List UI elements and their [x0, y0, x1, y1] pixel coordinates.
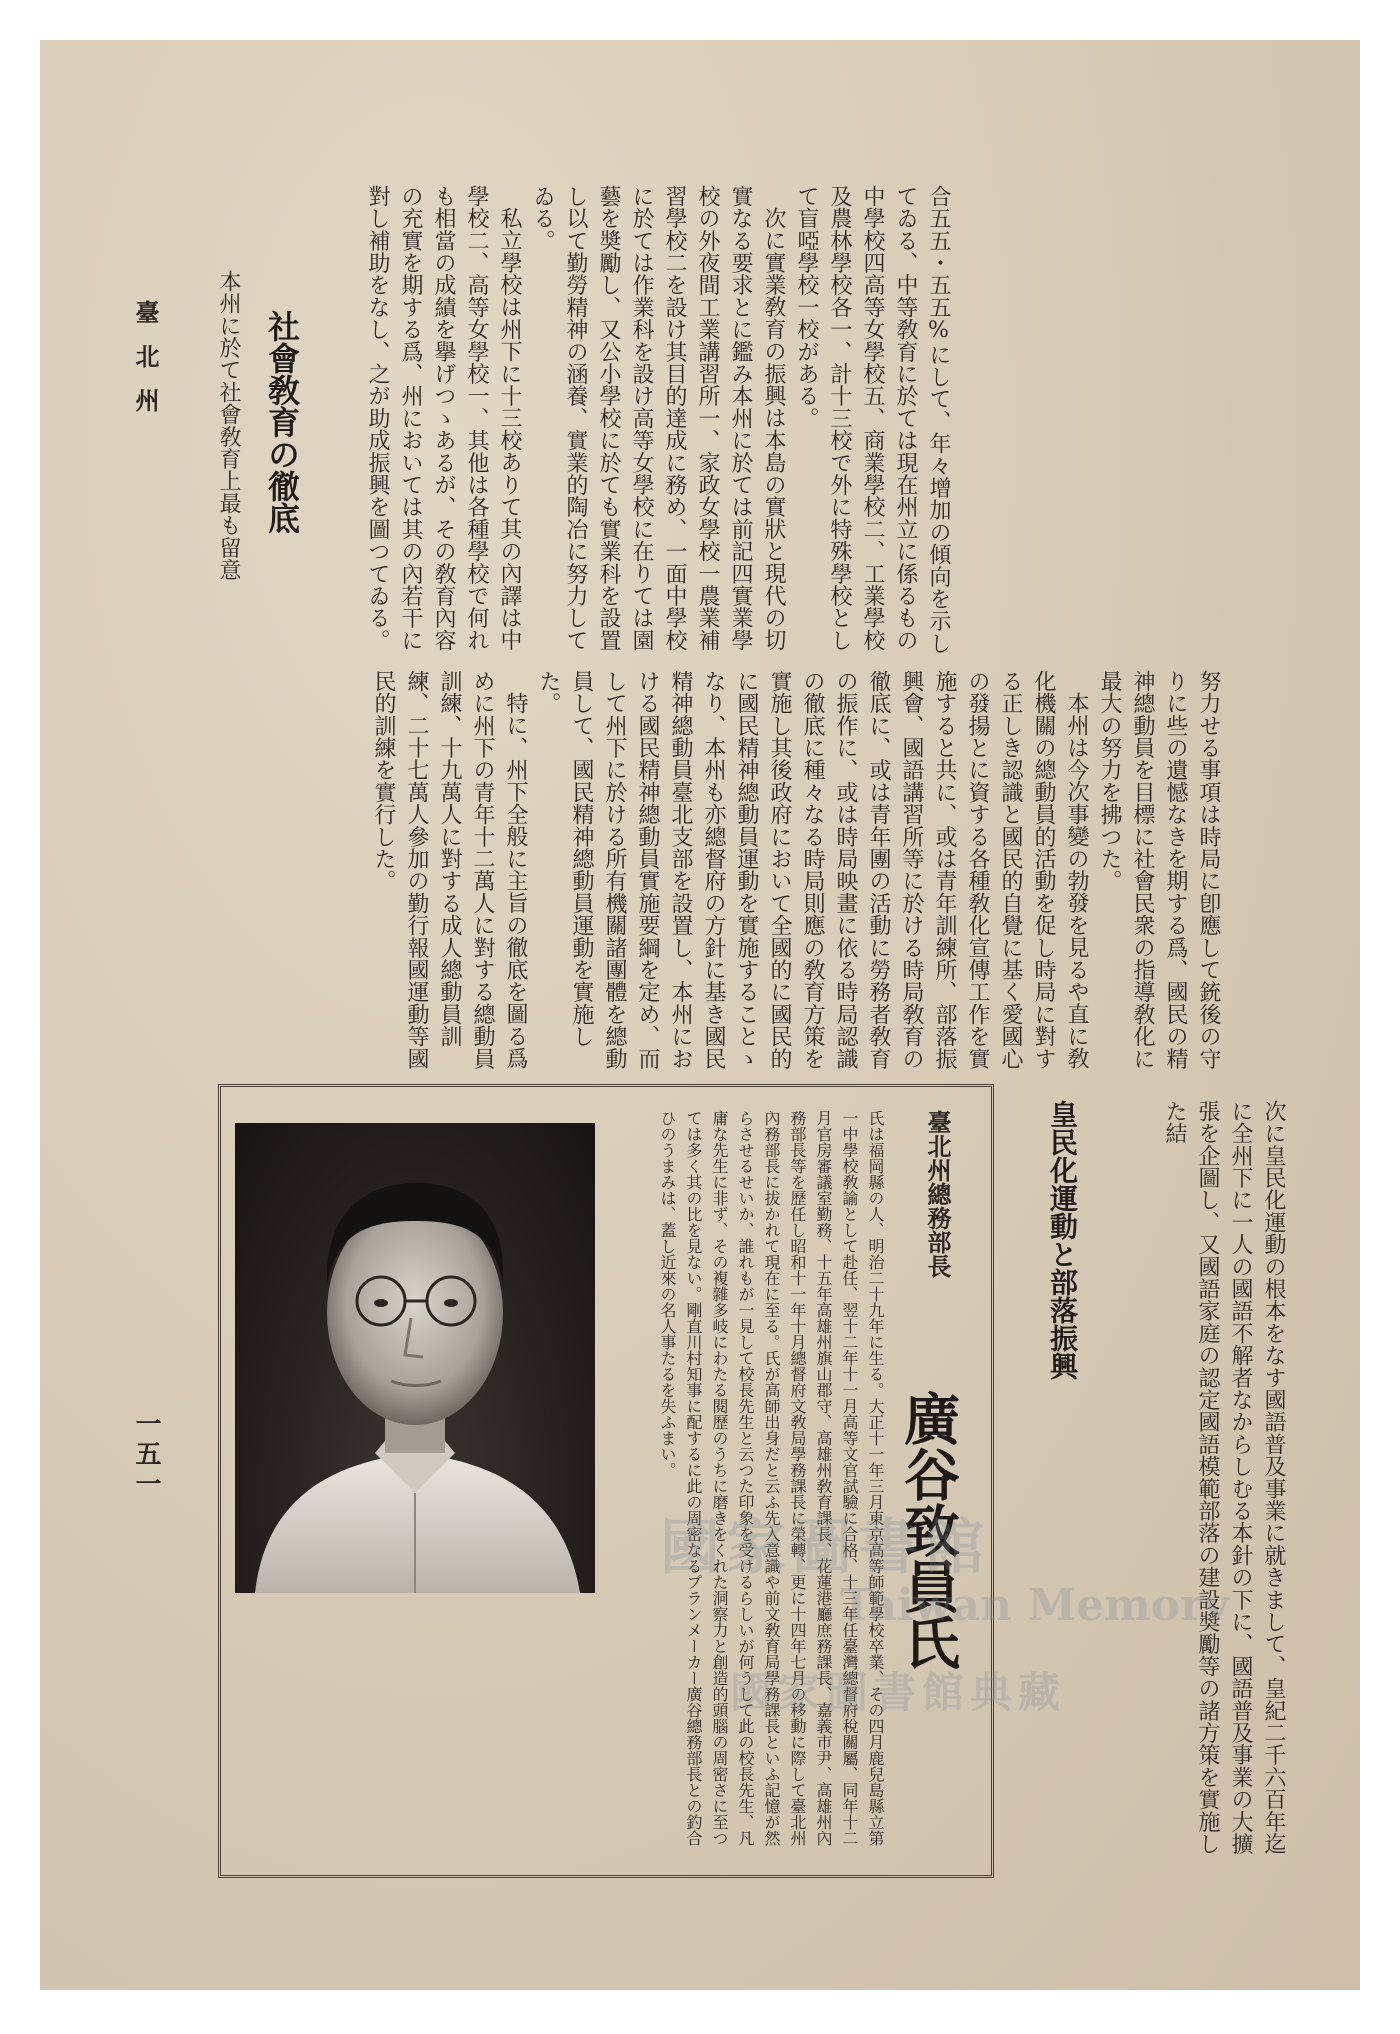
watermark-text: 國家圖書館典藏	[730, 1668, 1067, 1717]
upper-paragraph: 私立學校は州下に十三校ありて其の內譯は中學校二、高等女學校一、其他は各種學校で何れも相當の成績を擧げつゝあるが、その敎育內容の充實を期する爲、州においては其の內若干に對し補助をなし、之が助成振興を圖つてゐる。	[365, 185, 522, 652]
profile-bio: 氏は福岡縣の人、明治二十九年に生る。大正十一年三月東京高等師範學校卒業、その四月鹿兒島縣立第一中學校敎諭として赴任、翌十二年十一月高等文官試驗に合格、十三年任臺灣總督府稅關屬、同年十二月官房審議室勤務、十五年高雄州旗山郡守、高雄州敎育課長、花蓮港廳庶務課長、嘉義市尹、高雄州內務部長等を歷任し昭和十一年十月總督府文敎局學務課長に榮轉、更に十四年七月の移動に際して臺北州內務部長に拔かれて現在に至る。氏が高師出身だと云ふ先入意識や前文敎育局學務課長といふ記憶が然らさせるせいか、誰れもが一見して校長先生と云つた印象を受けるらしいが何うして此の校長先生、凡庸な先生に非ず、その複雜多岐にわたる閱歷のうちに磨きをくれた洞察力と創造的頭腦の周密さに至つては多く其の比を見ない。剛直川村知事に配するに此の周密なるプランメーカー廣谷總務部長との釣合ひのうまみは、蓋し近來の名人事たるを失ふまい。	[658, 1110, 885, 1846]
portrait-photo	[235, 1123, 595, 1593]
watermark-text: 國家圖書館	[660, 1513, 990, 1583]
watermark-text: Taiwan Memory	[840, 1580, 1229, 1631]
lower-paragraph: 努力せる事項は時局に卽應して銃後の守りに些の遺憾なきを期する爲、國民の精神總動員を目標に社會民衆の指導敎化に最大の努力を拂つた。	[1097, 670, 1221, 1070]
portrait-image	[235, 1123, 595, 1593]
lower-after-heading: 次に皇民化運動の根本をなす國語普及事業に就きまして、皇紀二千六百年迄に全州下に一人の國語不解者なからしむる本針の下に、國語普及事業の大擴張を企圖し、又國語家庭の認定國語模範部落の建設奬勵等の諸方策を實施した結	[1162, 1100, 1286, 1855]
profile-name: 廣谷致員氏	[895, 1390, 961, 1670]
upper-paragraph: 合五五・五五%にして、年々增加の傾向を示してゐる、中等敎育に於ては現在州立に係るもの中學校四高等女學校五、商業學校二、工業學校及農林學校各一、計十三校で外に特殊學校として盲啞學校一校がある。	[794, 185, 951, 655]
running-head: 臺北州	[131, 300, 160, 432]
lower-text-block	[215, 670, 1225, 1090]
upper-text-block	[315, 185, 955, 655]
section-heading: 社會敎育の徹底	[263, 310, 301, 534]
lower-paragraph: 本州は今次事變の勃發を見るや直に敎化機關の總動員的活動を促し時局に對する正しき認識と國民的自覺に基く愛國心の發揚とに資する各種敎化宣傳工作を實施すると共に、或は青年訓練所、部落振興會、國語講習所等に於ける時局敎育の徹底に、或は青年團の活動に勞務者敎育の振作に、或は時局映畫に依る時局認識の徹底に種々なる時局則應の敎育方策を實施し其後政府において全國的に國民的に國民精神總動員運動を實施することゝなり、本州も亦總督府の方針に基き國民精神總動員臺北支部を設置し、本州における國民精神總動員實施要綱を定め、而して州下に於ける所有機關諸團體を總動員して、國民精神總動員運動を實施した。	[536, 670, 1089, 1070]
upper-paragraph: 次に實業敎育の振興は本島の實狀と現代の切實なる要求とに鑑み本州に於ては前記四實業學校の外夜間工業講習所一、家政女學校一農業補習學校二を設け其目的達成に務め、一面中學校に於ては作業科を設け高等女學校に在りては園藝を奬勵し、又公小學校に於ても實業科を設置し以て勤勞精神の涵養、實業的陶冶に努力してゐる。	[530, 185, 786, 652]
profile-title: 臺北州總務部長	[923, 1110, 952, 1278]
upper-tail: 本州に於て社會敎育上最も留意	[216, 270, 241, 581]
section-heading: 皇民化運動と部落振興	[1046, 1100, 1079, 1380]
lower-paragraph: 特に、州下全般に主旨の徹底を圖る爲めに州下の青年十二萬人に對する總動員訓練、十九萬人に對する成人總動員訓練、二十七萬人參加の勤行報國運動等國民的訓練を實行した。	[371, 670, 528, 1070]
page-number: 一五一	[131, 1410, 161, 1500]
